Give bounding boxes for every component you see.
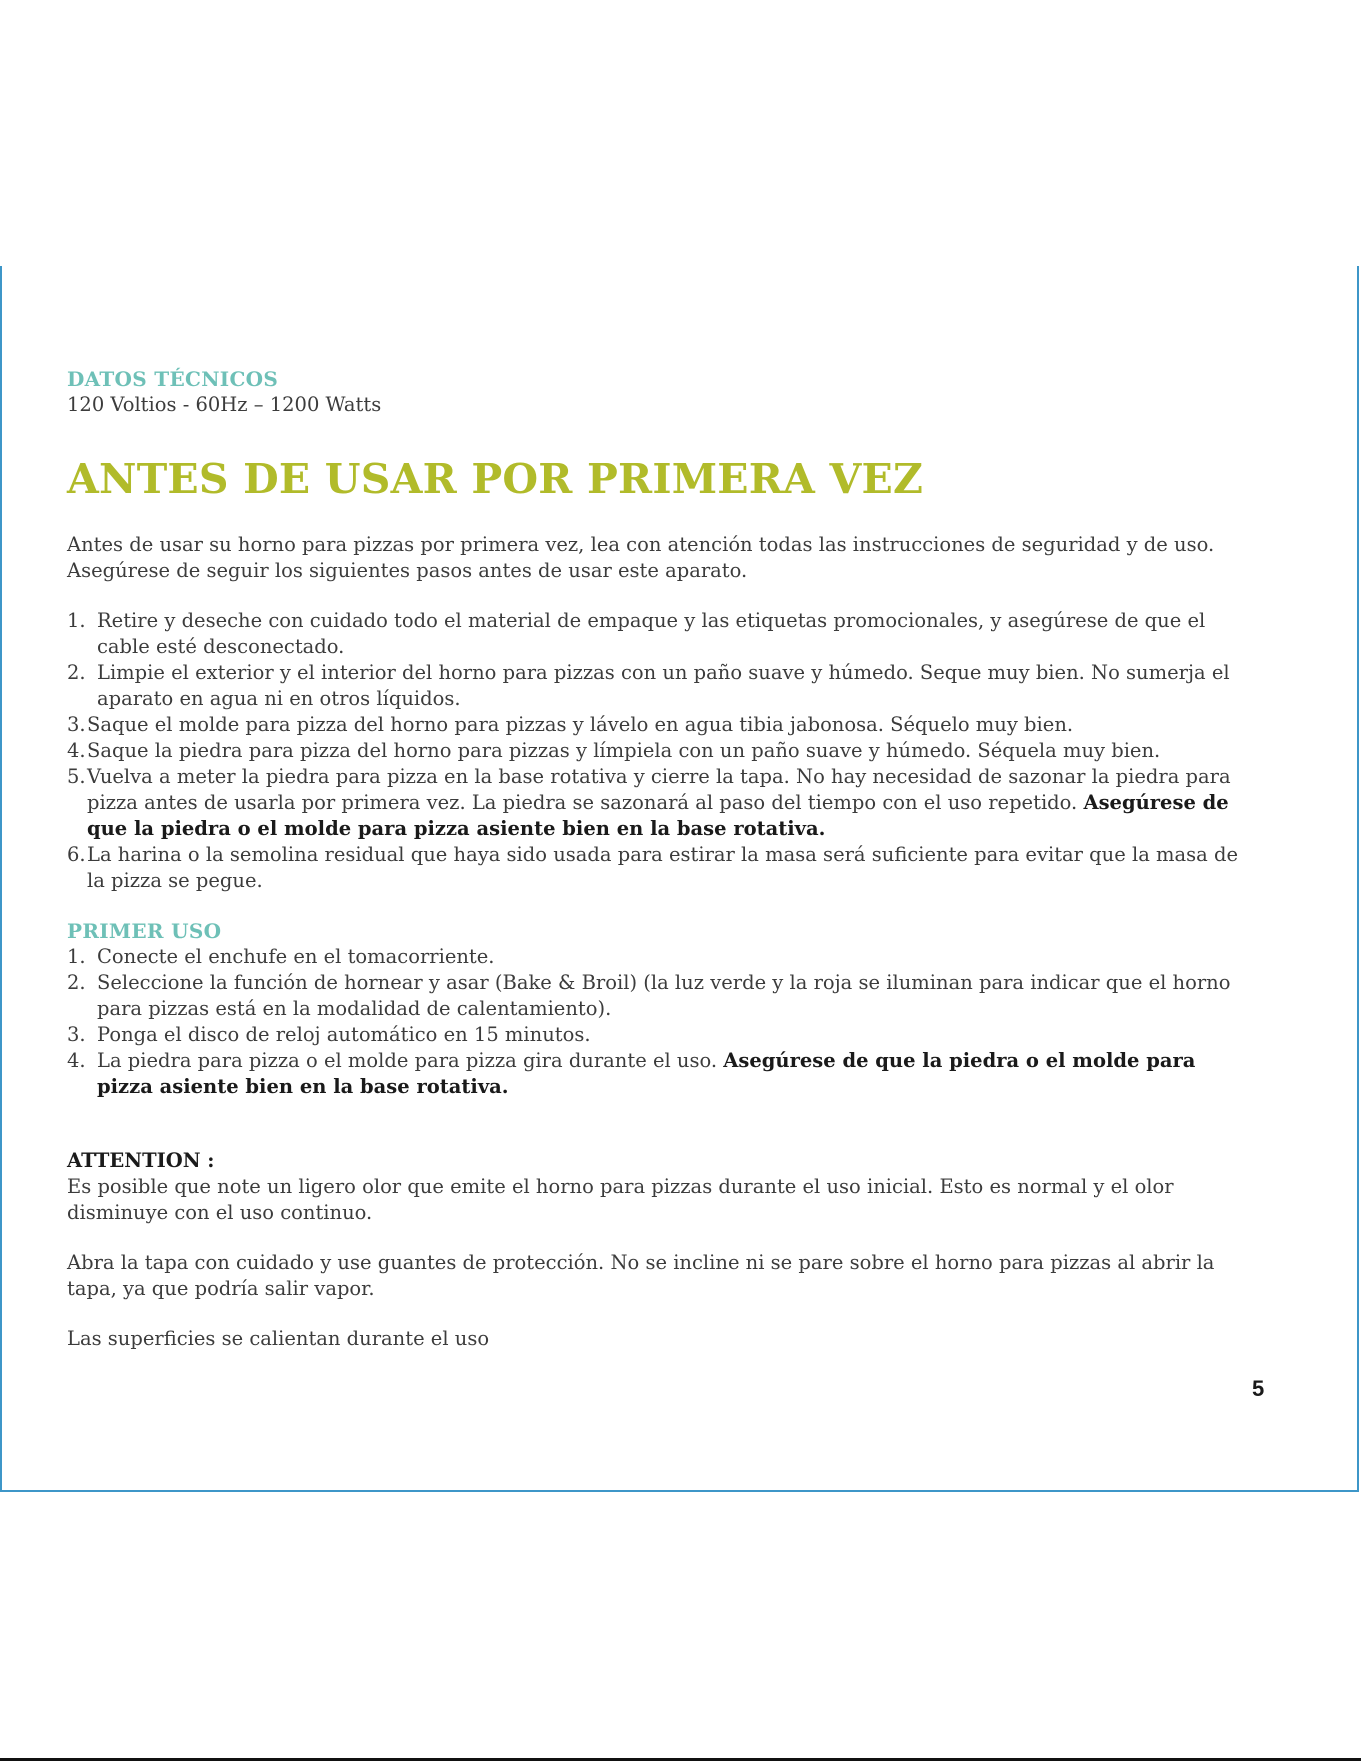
- before-steps-list: [67, 608, 1247, 712]
- tech-heading: DATOS TÉCNICOS: [67, 367, 279, 391]
- list-item: 5. Vuelva a meter la piedra para pizza en la base rotativa y cierre la tapa. No hay necesidad de sazonar la piedra para pizza antes de usarla por primera vez. La piedra se sazonará al paso del tiempo con el uso repetido. Asegúrese de que la piedra o el molde para pizza asiente bien en la base rotativa.: [67, 765, 1231, 840]
- intro-line-2: Asegúrese de seguir los siguientes pasos antes de usar este aparato.: [67, 559, 748, 582]
- first-use-heading: PRIMER USO: [67, 919, 222, 943]
- attention-para-3: Las superficies se calientan durante el uso: [67, 1327, 490, 1350]
- page-content: [67, 366, 1247, 1352]
- page-number: 5: [1252, 1376, 1265, 1401]
- attention-para-1: Es posible que note un ligero olor que emite el horno para pizzas durante el uso inicial. Esto es normal y el olor disminuye con el uso continuo.: [67, 1175, 1174, 1224]
- page-title: ANTES DE USAR POR PRIMERA VEZ: [67, 455, 924, 503]
- list-item: 3. Saque el molde para pizza del horno para pizzas y lávelo en agua tibia jabonosa. Séquelo muy bien.: [67, 713, 1074, 736]
- list-item: 1. Retire y deseche con cuidado todo el material de empaque y las etiquetas promocionales, y asegúrese de que el cable esté desconectado.: [67, 609, 1206, 658]
- first-use-steps-list: [67, 944, 1247, 1100]
- list-item: 1. Conecte el enchufe en el tomacorriente.: [67, 945, 495, 968]
- before-steps-list-cont: [67, 712, 1247, 894]
- list-item: 2. Seleccione la función de hornear y asar (Bake & Broil) (la luz verde y la roja se iluminan para indicar que el horno para pizzas está en la modalidad de calentamiento).: [67, 971, 1231, 1020]
- tech-spec: 120 Voltios - 60Hz – 1200 Watts: [67, 393, 382, 416]
- list-item: 4. La piedra para pizza o el molde para pizza gira durante el uso. Asegúrese de que la piedra o el molde para pizza asiente bien en la base rotativa.: [67, 1049, 1196, 1098]
- list-item: 2. Limpie el exterior y el interior del horno para pizzas con un paño suave y húmedo. Seque muy bien. No sumerja el aparato en agua ni en otros líquidos.: [67, 661, 1230, 710]
- step-warning: Asegúrese de que la piedra o el molde para pizza asiente bien en la base rotativa.: [87, 791, 1229, 840]
- list-item: 3. Ponga el disco de reloj automático en 15 minutos.: [67, 1023, 591, 1046]
- list-item: 6. La harina o la semolina residual que haya sido usada para estirar la masa será suficiente para evitar que la masa de la pizza se pegue.: [67, 843, 1238, 892]
- list-item: 4. Saque la piedra para pizza del horno para pizzas y límpiela con un paño suave y húmedo. Séquela muy bien.: [67, 739, 1161, 762]
- intro-line-1: Antes de usar su horno para pizzas por primera vez, lea con atención todas las instrucciones de seguridad y de uso.: [67, 533, 1215, 556]
- attention-para-2: Abra la tapa con cuidado y use guantes de protección. No se incline ni se pare sobre el horno para pizzas al abrir la tapa, ya que podría salir vapor.: [67, 1251, 1215, 1300]
- step-warning: Asegúrese de que la piedra o el molde para pizza asiente bien en la base rotativa.: [97, 1049, 1196, 1098]
- attention-label: ATTENTION :: [67, 1149, 215, 1172]
